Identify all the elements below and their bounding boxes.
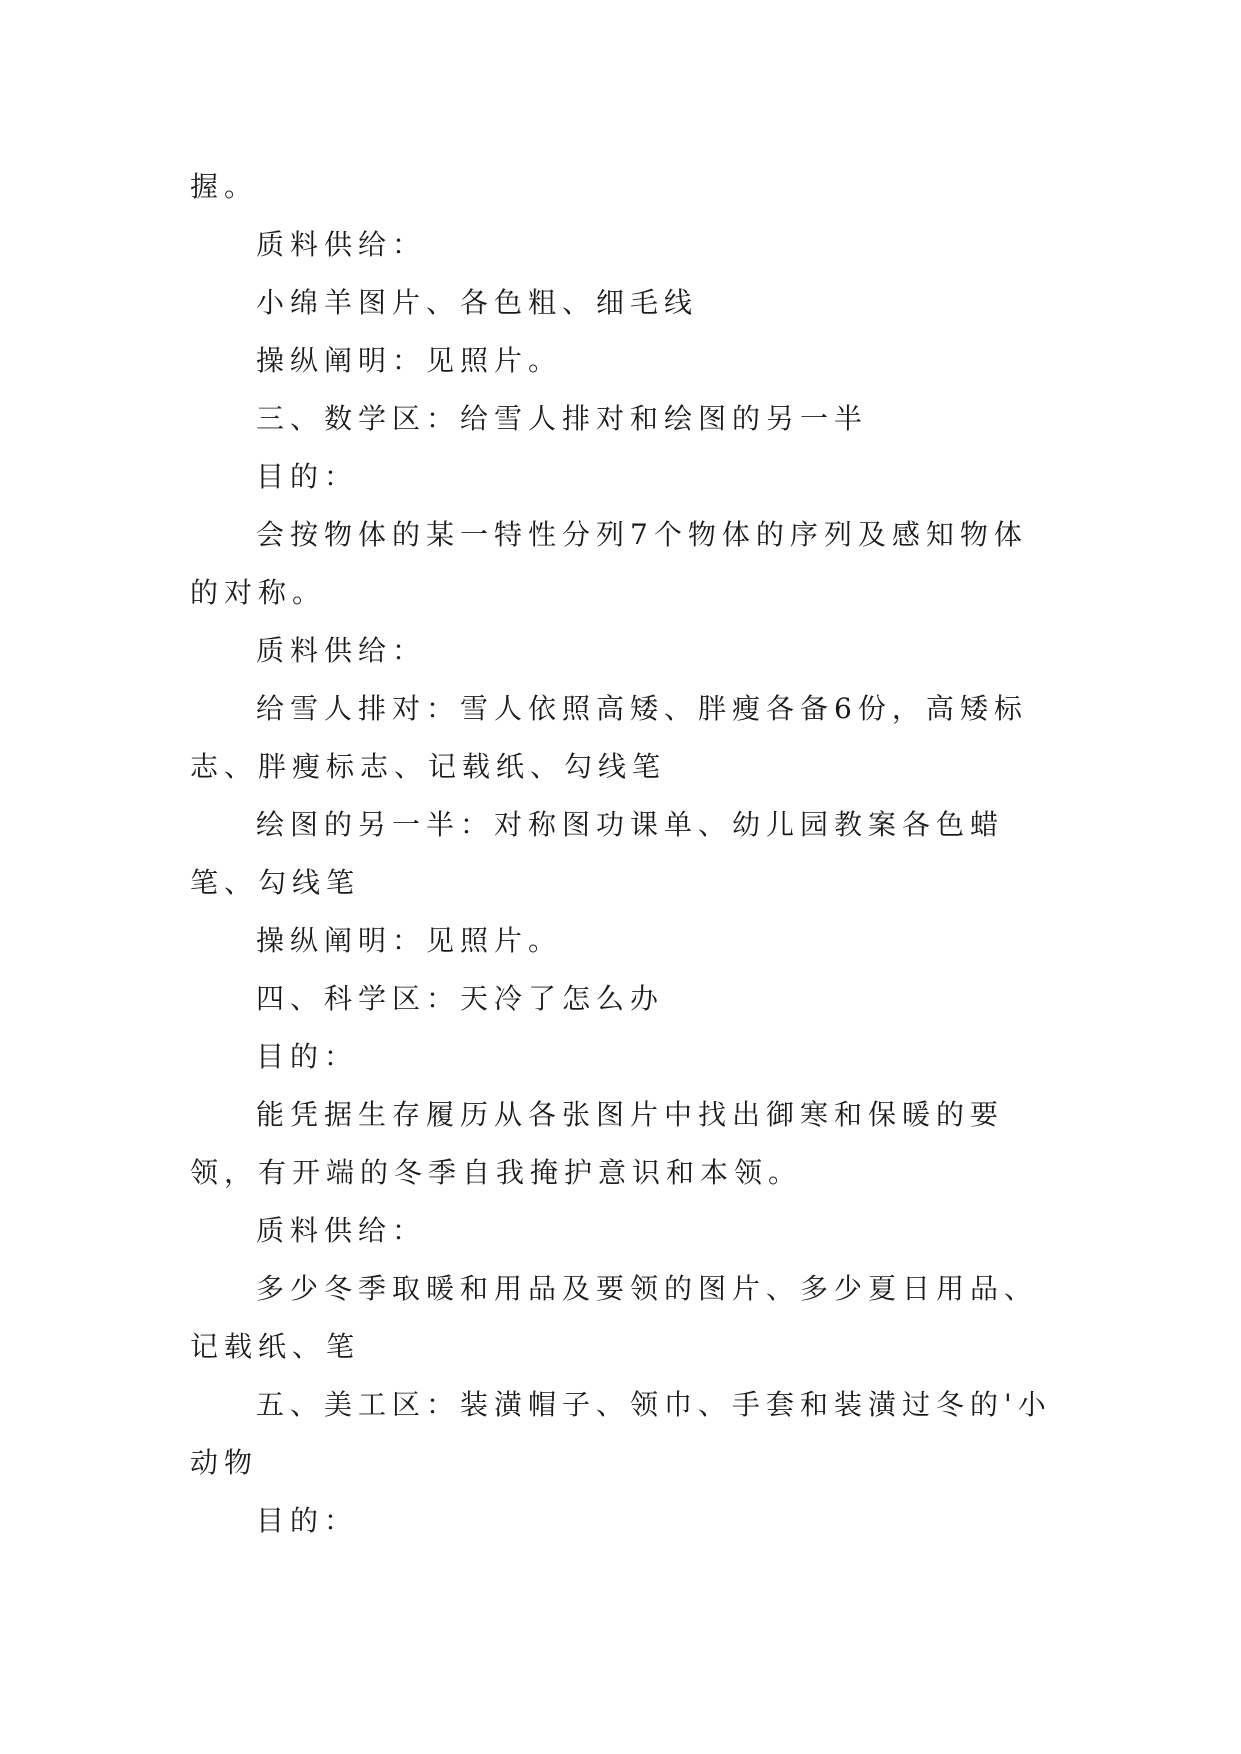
paragraph-materials-heading: 质料供给：	[256, 1214, 427, 1247]
paragraph-goal-heading: 目的：	[256, 1040, 359, 1073]
paragraph-operation: 操纵阐明：见照片。	[256, 344, 563, 377]
paragraph-materials: 给雪人排对：雪人依照高矮、胖瘦各备6份，高矮标志、胖瘦标志、记载纸、勾线笔	[190, 692, 1028, 783]
paragraph-operation: 操纵阐明：见照片。	[256, 924, 563, 957]
section-heading-math: 三、数学区：给雪人排对和绘图的另一半	[256, 402, 869, 435]
paragraph-materials: 多少冬季取暖和用品及要领的图片、多少夏日用品、记载纸、笔	[190, 1272, 1039, 1363]
paragraph-materials-heading: 质料供给：	[256, 228, 427, 261]
paragraph-materials: 小绵羊图片、各色粗、细毛线	[256, 286, 699, 319]
paragraph-continuation: 握。	[190, 170, 259, 203]
paragraph-goal: 会按物体的某一特性分列7个物体的序列及感知物体的对称。	[190, 518, 1028, 609]
section-heading-science: 四、科学区：天冷了怎么办	[256, 982, 665, 1015]
paragraph-goal: 能凭据生存履历从各张图片中找出御寒和保暖的要领，有开端的冬季自我掩护意识和本领。	[190, 1098, 1005, 1189]
paragraph-materials: 绘图的另一半：对称图功课单、幼儿园教案各色蜡笔、勾线笔	[190, 808, 1005, 899]
paragraph-materials-heading: 质料供给：	[256, 634, 427, 667]
paragraph-goal-heading: 目的：	[256, 1504, 359, 1537]
paragraph-goal-heading: 目的：	[256, 460, 359, 493]
section-heading-art: 五、美工区：装潢帽子、领巾、手套和装潢过冬的'小动物	[190, 1388, 1052, 1479]
document-body	[190, 158, 1060, 1550]
